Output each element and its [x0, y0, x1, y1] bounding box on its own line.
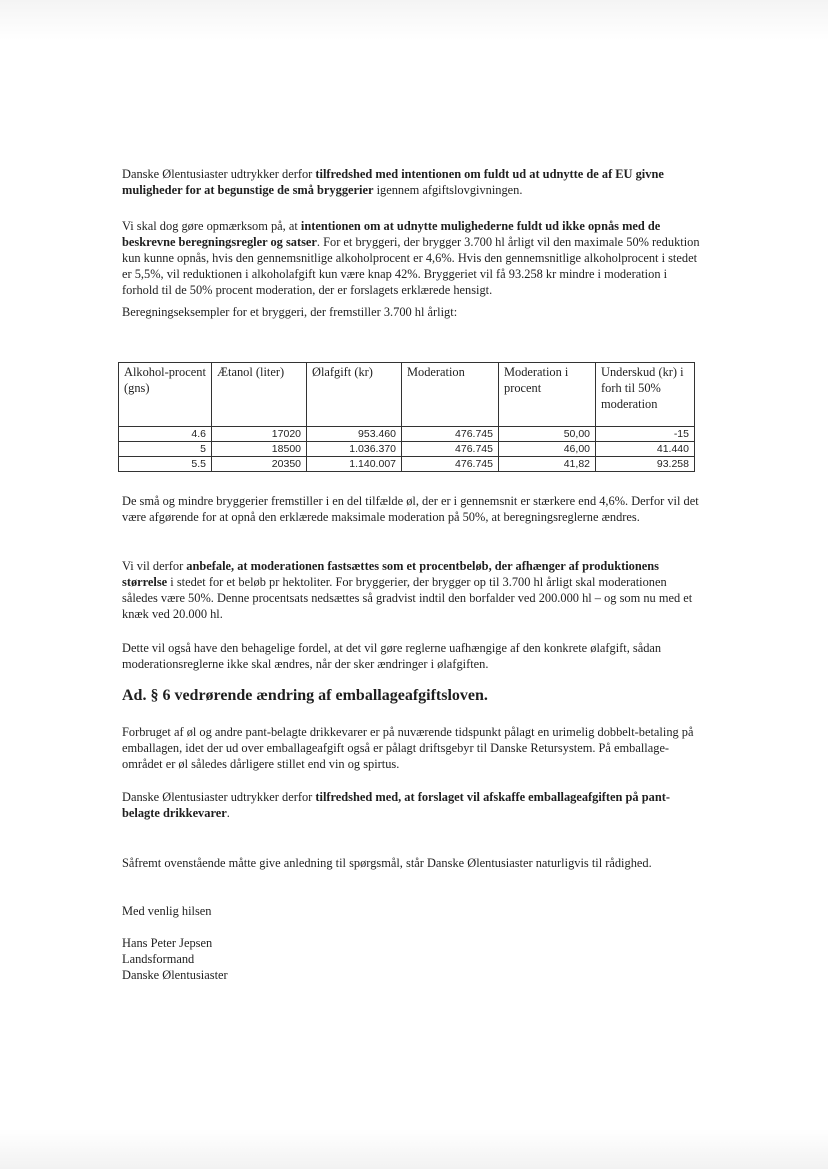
table-cell: 41.440 — [596, 442, 695, 457]
section-heading: Ad. § 6 vedrørende ændring af emballageafgiftsloven. — [122, 687, 488, 704]
signature-name: Hans Peter Jepsen — [122, 936, 213, 950]
paragraph-recommendation: Vi vil derfor anbefale, at moderationen fastsættes som et procentbeløb, der afhænger af produktionens størrelse i stedet for et beløb pr hektoliter. For bryggerier, der brygger op til 3.700 hl årligt skal moderationen således være 50%. Denne procentsats nedsættes så gradvist indtil den borfalder ved 200.000 hl – og som nu med et knæk ved 20.000 hl. — [122, 559, 693, 621]
paragraph-small-breweries: De små og mindre bryggerier fremstiller i en del tilfælde øl, der er i gennemsnit er stærkere end 4,6%. Derfor vil det være afgørende for at opnå den erklærede maksimale moderation på 50%, at beregningsreglerne ændres. — [122, 494, 699, 524]
paragraph-advantage: Dette vil også have den behagelige fordel, at det vil gøre reglerne uafhængige af den konkrete ølafgift, sådan moderationsreglerne ikke skal ændres, når der sker ændringer i ølafgiften. — [122, 641, 662, 671]
paragraph-questions: Såfremt ovenstående måtte give anledning til spørgsmål, står Danske Ølentusiaster naturligvis til rådighed. — [122, 856, 652, 870]
table-row — [119, 427, 695, 442]
table-cell: 476.745 — [402, 442, 499, 457]
table-cell: 50,00 — [499, 427, 596, 442]
table-header-row — [119, 363, 695, 427]
paragraph-packaging: Forbruget af øl og andre pant-belagte drikkevarer er på nuværende tidspunkt pålagt en urimelig dobbelt-betaling på emballagen, idet der ud over emballageafgift også er pålagt driftsgebyr til Danske Retursystem. På emballage-området er øl således dårligere stillet end vin og spirtus. — [122, 725, 694, 771]
signature-org: Danske Ølentusiaster — [122, 968, 228, 982]
paragraph-satisfaction-eu: Danske Ølentusiaster udtrykker derfor tilfredshed med intentionen om fuldt ud at udnytte de af EU givne muligheder for at begunstige de små bryggerier igennem afgiftslovgivningen. — [122, 167, 664, 197]
table-header-cell: Moderation — [402, 363, 499, 427]
table-cell: 5.5 — [119, 457, 212, 472]
scan-shadow-top — [0, 0, 828, 40]
paragraph-satisfaction-packaging: Danske Ølentusiaster udtrykker derfor tilfredshed med, at forslaget vil afskaffe emballageafgiften på pant-belagte drikkevarer. — [122, 790, 670, 820]
paragraph-table-intro: Beregningseksempler for et bryggeri, der fremstiller 3.700 hl årligt: — [122, 305, 458, 319]
table-row — [119, 457, 695, 472]
scan-shadow-bottom — [0, 1129, 828, 1169]
table-cell: 20350 — [212, 457, 307, 472]
table-cell: 4.6 — [119, 427, 212, 442]
table-cell: 1.140.007 — [307, 457, 402, 472]
table-cell: 17020 — [212, 427, 307, 442]
signature-block — [122, 935, 422, 983]
table-cell: 953.460 — [307, 427, 402, 442]
table-cell: 93.258 — [596, 457, 695, 472]
table-cell: 46,00 — [499, 442, 596, 457]
table-cell: 18500 — [212, 442, 307, 457]
calculation-table — [118, 362, 695, 472]
closing-greeting: Med venlig hilsen — [122, 904, 212, 918]
table-cell: 5 — [119, 442, 212, 457]
table-header-cell: Moderation i procent — [499, 363, 596, 427]
paragraph-calculation-concern: Vi skal dog gøre opmærksom på, at intentionen om at udnytte mulighederne fuldt ud ikke opnås med de beskrevne beregningsregler og satser. For et bryggeri, der brygger 3.700 hl årligt vil den maximale 50% reduktion kun kunne opnås, hvis den gennemsnitlige alkoholprocent er 4,6%. Hvis den gennemsnitlige alkoholprocent i stedet er 5,5%, vil reduktionen i alkoholafgift kun være knap 42%. Bryggeriet vil få 93.258 kr mindre i moderation i forhold til de 50% procent moderation, der er forslagets erklærede hensigt. — [122, 219, 700, 297]
table-cell: 41,82 — [499, 457, 596, 472]
table-header-cell: Ølafgift (kr) — [307, 363, 402, 427]
table-header-cell: Ætanol (liter) — [212, 363, 307, 427]
table-cell: -15 — [596, 427, 695, 442]
table-cell: 1.036.370 — [307, 442, 402, 457]
table-header-cell: Alkohol-procent (gns) — [119, 363, 212, 427]
signature-title: Landsformand — [122, 952, 195, 966]
table-header-cell: Underskud (kr) i forh til 50% moderation — [596, 363, 695, 427]
table-cell: 476.745 — [402, 427, 499, 442]
table-row — [119, 442, 695, 457]
table-cell: 476.745 — [402, 457, 499, 472]
